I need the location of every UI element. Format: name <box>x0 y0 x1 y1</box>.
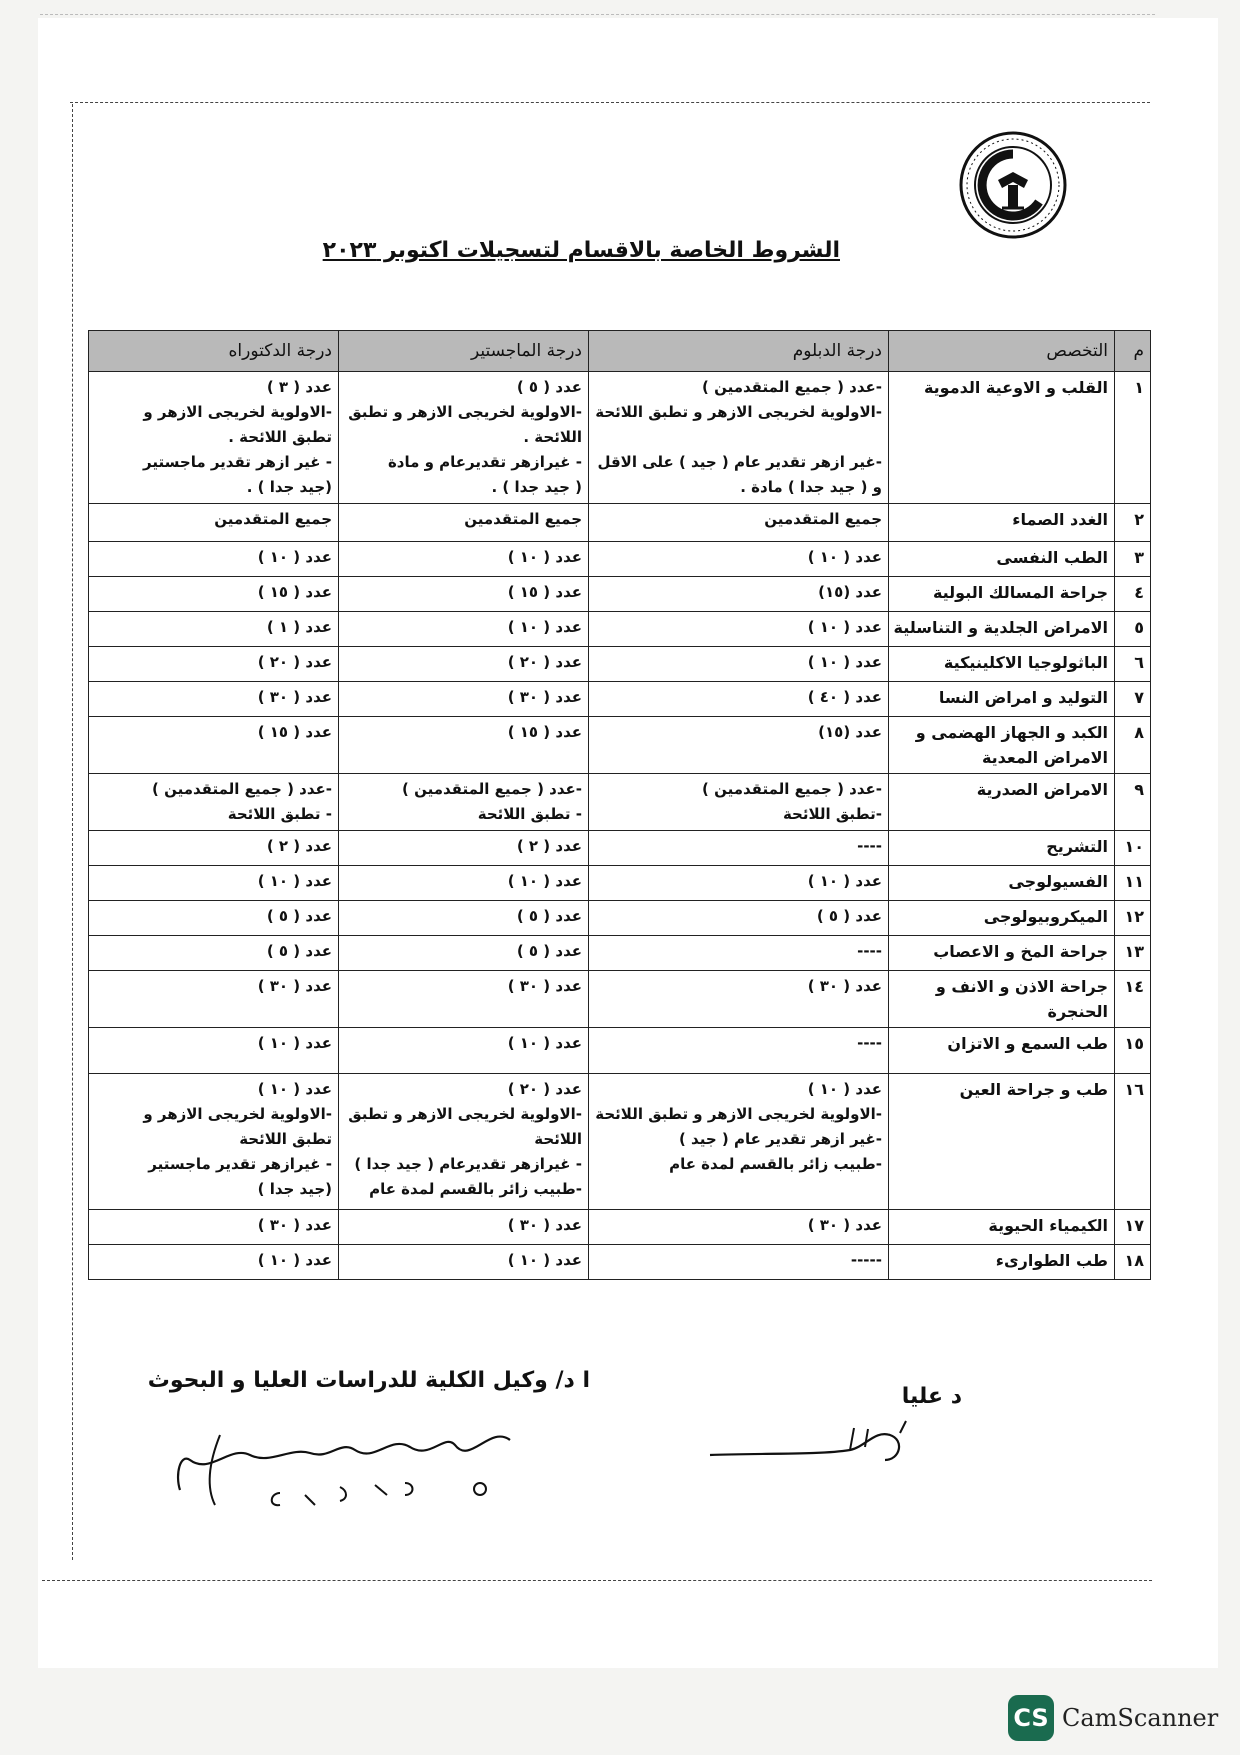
doctorate-cell <box>89 901 339 936</box>
cell-line: عدد ( ٥ ) <box>516 907 582 925</box>
cell-line: عدد ( ٣ ) <box>266 378 332 396</box>
dashed-border-left <box>72 104 73 1560</box>
col-header-doctorate: درجة الدكتوراه <box>89 331 339 372</box>
cell-line: ---- <box>857 942 882 960</box>
table-row <box>89 577 1151 612</box>
table-row <box>89 866 1151 901</box>
cell-line: الكبد و الجهاز الهضمى و <box>915 723 1108 742</box>
cell-line: -الاولوية لخريجى الازهر و <box>143 1105 332 1123</box>
diploma-cell <box>589 936 889 971</box>
specialty-cell <box>889 1210 1115 1245</box>
cell-line: عدد ( ٥ ) <box>816 907 882 925</box>
doctorate-cell <box>89 831 339 866</box>
cell-line: الامراض المعدية <box>981 748 1108 767</box>
master-cell <box>339 717 589 774</box>
cell-line: الكيمياء الحيوية <box>988 1216 1108 1235</box>
master-cell <box>339 936 589 971</box>
doctorate-cell <box>89 1028 339 1074</box>
faculty-seal-logo <box>958 130 1068 240</box>
master-cell <box>339 971 589 1028</box>
cell-line: الباثولوجيا الاكلينيكية <box>943 653 1108 672</box>
specialty-cell <box>889 504 1115 542</box>
table-row <box>89 901 1151 936</box>
table-row <box>89 936 1151 971</box>
cell-line: الغدد الصماء <box>1012 510 1108 529</box>
cell-line: عدد ( ٣٠ ) <box>507 1216 582 1234</box>
specialty-cell <box>889 717 1115 774</box>
cell-line: -عدد ( جميع المتقدمين ) <box>702 780 882 798</box>
row-number: ١٢ <box>1115 901 1151 936</box>
cell-line: الطب النفسى <box>996 548 1108 567</box>
specialty-cell <box>889 682 1115 717</box>
cell-line: (جيد جدا ) <box>257 1180 332 1198</box>
row-number: ١٦ <box>1115 1074 1151 1210</box>
row-number: ١١ <box>1115 866 1151 901</box>
diploma-cell <box>589 542 889 577</box>
specialty-cell <box>889 866 1115 901</box>
cell-line: عدد ( ١٠ ) <box>257 1080 332 1098</box>
table-row <box>89 612 1151 647</box>
cell-line: عدد ( ١٠ ) <box>507 872 582 890</box>
cell-line: و ( جيد جدا ) مادة . <box>740 478 882 496</box>
cell-line: عدد ( ١٥ ) <box>257 583 332 601</box>
vice-dean-title: ا د/ وكيل الكلية للدراسات العليا و البحوث <box>147 1368 590 1393</box>
diploma-cell <box>589 647 889 682</box>
cell-line: جراحة المخ و الاعصاب <box>933 942 1108 961</box>
table-row <box>89 1074 1151 1210</box>
row-number: ١٧ <box>1115 1210 1151 1245</box>
row-number: ١٥ <box>1115 1028 1151 1074</box>
table-row <box>89 1210 1151 1245</box>
cell-line: عدد ( ١٥ ) <box>507 583 582 601</box>
cell-line: عدد (١٥) <box>818 723 882 741</box>
diploma-cell <box>589 774 889 831</box>
cell-line: عدد ( ١٠ ) <box>807 618 882 636</box>
cell-line: عدد ( ١٠ ) <box>507 1251 582 1269</box>
table-row <box>89 717 1151 774</box>
doctorate-cell <box>89 774 339 831</box>
doctorate-cell <box>89 372 339 504</box>
specialty-cell <box>889 1074 1115 1210</box>
master-cell <box>339 682 589 717</box>
doctorate-cell <box>89 1210 339 1245</box>
vice-dean-signature <box>160 1405 530 1520</box>
cell-line: الامراض الجلدية و التناسلية <box>893 618 1108 637</box>
master-cell <box>339 1245 589 1280</box>
cell-line: -الاولوية لخريجى الازهر و تطبق اللائحة <box>595 1105 882 1123</box>
master-cell <box>339 831 589 866</box>
diploma-cell <box>589 971 889 1028</box>
cell-line: -غير ازهر تقدير عام ( جيد ) <box>678 1130 882 1148</box>
doctorate-cell <box>89 504 339 542</box>
cell-line: عدد ( ٣٠ ) <box>507 977 582 995</box>
cell-line: ----- <box>850 1251 882 1269</box>
cell-line: عدد ( ١٠ ) <box>807 1080 882 1098</box>
cell-line: عدد ( ٢ ) <box>516 837 582 855</box>
cell-line: عدد ( ٣٠ ) <box>257 688 332 706</box>
cell-line: ---- <box>857 1034 882 1052</box>
cell-line <box>595 425 882 450</box>
table-row <box>89 682 1151 717</box>
cell-line: -عدد ( جميع المتقدمين ) <box>702 378 882 396</box>
cell-line: طب و جراحة العين <box>959 1080 1108 1099</box>
master-cell <box>339 1210 589 1245</box>
diploma-cell <box>589 1028 889 1074</box>
table-header-row <box>89 331 1151 372</box>
doctorate-cell <box>89 1245 339 1280</box>
doctorate-cell <box>89 971 339 1028</box>
specialty-cell <box>889 831 1115 866</box>
row-number: ١٠ <box>1115 831 1151 866</box>
row-number: ١٣ <box>1115 936 1151 971</box>
diploma-cell <box>589 1245 889 1280</box>
cell-line: - غيرازهر تقديرعام و مادة <box>387 453 582 471</box>
table-row <box>89 1028 1151 1074</box>
master-cell <box>339 1074 589 1210</box>
doctorate-cell <box>89 866 339 901</box>
camscanner-label: CamScanner <box>1062 1704 1219 1732</box>
table-row <box>89 774 1151 831</box>
cell-line: التوليد و امراض النسا <box>938 688 1108 707</box>
cell-line: جميع المتقدمين <box>214 510 332 528</box>
cell-line: عدد ( ١٠ ) <box>257 548 332 566</box>
cell-line: الحنجرة <box>1047 1002 1108 1021</box>
cell-line: عدد ( ١٠ ) <box>807 653 882 671</box>
diploma-cell <box>589 831 889 866</box>
cell-line: الميكروبيولوجى <box>983 907 1108 926</box>
master-cell <box>339 577 589 612</box>
doctorate-cell <box>89 612 339 647</box>
cell-line: عدد ( ٢ ) <box>266 837 332 855</box>
master-cell <box>339 866 589 901</box>
cell-line: عدد ( ١٥ ) <box>507 723 582 741</box>
cell-line: -الاولوية لخريجى الازهر و <box>143 403 332 421</box>
specialty-cell <box>889 936 1115 971</box>
cell-line: عدد ( ٥ ) <box>266 907 332 925</box>
doctorate-cell <box>89 717 339 774</box>
conditions-table <box>88 330 1151 1280</box>
specialty-cell <box>889 577 1115 612</box>
specialty-cell <box>889 612 1115 647</box>
row-number: ٢ <box>1115 504 1151 542</box>
row-number: ١٨ <box>1115 1245 1151 1280</box>
doctorate-cell <box>89 682 339 717</box>
diploma-cell <box>589 504 889 542</box>
cell-line: عدد ( ٣٠ ) <box>507 688 582 706</box>
col-header-number: م <box>1115 331 1151 372</box>
diploma-cell <box>589 682 889 717</box>
cell-line: -تطبق اللائحة <box>782 805 882 823</box>
specialty-cell <box>889 647 1115 682</box>
higher-studies-title: د عليا <box>901 1384 962 1409</box>
diploma-cell <box>589 1074 889 1210</box>
cell-line: - غيرازهر تقديرعام ( جيد جدا ) <box>354 1155 582 1173</box>
table-row <box>89 372 1151 504</box>
specialty-cell <box>889 542 1115 577</box>
specialty-cell <box>889 1245 1115 1280</box>
cell-line: عدد ( ٥ ) <box>516 942 582 960</box>
dashed-border-top <box>70 102 1150 103</box>
master-cell <box>339 372 589 504</box>
cell-line: جراحة المسالك البولية <box>932 583 1108 602</box>
col-header-master: درجة الماجستير <box>339 331 589 372</box>
master-cell <box>339 504 589 542</box>
col-header-specialty: التخصص <box>889 331 1115 372</box>
cell-line: - تطبق اللائحة <box>227 805 332 823</box>
cell-line: عدد ( ٣٠ ) <box>257 1216 332 1234</box>
cell-line: عدد ( ١٠ ) <box>507 548 582 566</box>
cell-line: التشريح <box>1046 837 1108 856</box>
row-number: ٥ <box>1115 612 1151 647</box>
cell-line: - غيرازهر تقدير ماجستير <box>148 1155 332 1173</box>
cell-line: عدد ( ٣٠ ) <box>257 977 332 995</box>
cell-line: -الاولوية لخريجى الازهر و تطبق <box>348 1105 582 1123</box>
master-cell <box>339 612 589 647</box>
cell-line: عدد ( ١٠ ) <box>807 548 882 566</box>
cell-line: ( جيد جدا ) . <box>491 478 582 496</box>
cell-line: -طبيب زائر بالقسم لمدة عام <box>669 1155 882 1173</box>
row-number: ٤ <box>1115 577 1151 612</box>
cell-line: عدد ( ١٠ ) <box>257 872 332 890</box>
page-title: الشروط الخاصة بالاقسام لتسجيلات اكتوبر ٢٠٢٣ <box>322 238 840 263</box>
row-number: ٣ <box>1115 542 1151 577</box>
cell-line: عدد ( ٥ ) <box>516 378 582 396</box>
cell-line: الامراض الصدرية <box>976 780 1108 799</box>
higher-studies-signature <box>700 1405 920 1480</box>
doctorate-cell <box>89 936 339 971</box>
specialty-cell <box>889 372 1115 504</box>
row-number: ٦ <box>1115 647 1151 682</box>
master-cell <box>339 1028 589 1074</box>
diploma-cell <box>589 577 889 612</box>
specialty-cell <box>889 901 1115 936</box>
master-cell <box>339 647 589 682</box>
cell-line: - غير ازهر تقدير ماجستير <box>143 453 332 471</box>
cell-line: عدد ( ١٠ ) <box>257 1251 332 1269</box>
cell-line: تطبق اللائحة <box>239 1130 332 1148</box>
row-number: ٩ <box>1115 774 1151 831</box>
dashed-border-bottom <box>42 1580 1152 1581</box>
cell-line: اللائحة . <box>523 428 582 446</box>
row-number: ٨ <box>1115 717 1151 774</box>
cell-line: -طبيب زائر بالقسم لمدة عام <box>369 1180 582 1198</box>
master-cell <box>339 542 589 577</box>
col-header-diploma: درجة الدبلوم <box>589 331 889 372</box>
cell-line: الفسيولوجى <box>1008 872 1108 891</box>
cell-line: عدد ( ١٥ ) <box>257 723 332 741</box>
table-row <box>89 647 1151 682</box>
cell-line: عدد ( ١٠ ) <box>507 618 582 636</box>
cell-line: عدد ( ٣٠ ) <box>807 1216 882 1234</box>
cell-line: طب الطوارىء <box>995 1251 1108 1270</box>
cell-line: جراحة الاذن و الانف و <box>935 977 1108 996</box>
cell-line: عدد ( ٤٠ ) <box>807 688 882 706</box>
row-number: ٧ <box>1115 682 1151 717</box>
cell-line: اللائحة <box>534 1130 582 1148</box>
cell-line: عدد ( ١٠ ) <box>507 1034 582 1052</box>
diploma-cell <box>589 717 889 774</box>
cell-line: القلب و الاوعية الدموية <box>923 378 1108 397</box>
cell-line: -غير ازهر تقدير عام ( جيد ) على الاقل <box>597 453 882 471</box>
cell-line: طب السمع و الاتزان <box>947 1034 1108 1053</box>
doctorate-cell <box>89 1074 339 1210</box>
cell-line: عدد ( ٢٠ ) <box>507 653 582 671</box>
doctorate-cell <box>89 647 339 682</box>
faint-dashed-line <box>40 14 1155 15</box>
cell-line: -الاولوية لخريجى الازهر و تطبق اللائحة <box>595 403 882 421</box>
diploma-cell <box>589 612 889 647</box>
cell-line: عدد ( ١ ) <box>266 618 332 636</box>
cell-line: عدد ( ٥ ) <box>266 942 332 960</box>
cell-line: جميع المتقدمين <box>464 510 582 528</box>
specialty-cell <box>889 971 1115 1028</box>
cell-line: - تطبق اللائحة <box>477 805 582 823</box>
cell-line: عدد ( ٢٠ ) <box>257 653 332 671</box>
table-row <box>89 504 1151 542</box>
specialty-cell <box>889 1028 1115 1074</box>
cell-line: -عدد ( جميع المتقدمين ) <box>152 780 332 798</box>
camscanner-logo: CS <box>1008 1695 1054 1741</box>
cell-line: -عدد ( جميع المتقدمين ) <box>402 780 582 798</box>
diploma-cell <box>589 1210 889 1245</box>
diploma-cell <box>589 866 889 901</box>
cell-line: عدد ( ٢٠ ) <box>507 1080 582 1098</box>
table-row <box>89 831 1151 866</box>
table-row <box>89 1245 1151 1280</box>
cell-line: تطبق اللائحة . <box>228 428 332 446</box>
cell-line: -الاولوية لخريجى الازهر و تطبق <box>348 403 582 421</box>
diploma-cell <box>589 372 889 504</box>
doctorate-cell <box>89 577 339 612</box>
doctorate-cell <box>89 542 339 577</box>
table-row <box>89 971 1151 1028</box>
master-cell <box>339 774 589 831</box>
cell-line: ---- <box>857 837 882 855</box>
row-number: ١ <box>1115 372 1151 504</box>
cell-line: جميع المتقدمين <box>764 510 882 528</box>
cell-line: عدد ( ٣٠ ) <box>807 977 882 995</box>
cell-line: عدد ( ١٠ ) <box>257 1034 332 1052</box>
cell-line: عدد (١٥) <box>818 583 882 601</box>
specialty-cell <box>889 774 1115 831</box>
diploma-cell <box>589 901 889 936</box>
table-row <box>89 542 1151 577</box>
row-number: ١٤ <box>1115 971 1151 1028</box>
cell-line: (جيد جدا ) . <box>246 478 332 496</box>
cell-line: عدد ( ١٠ ) <box>807 872 882 890</box>
master-cell <box>339 901 589 936</box>
